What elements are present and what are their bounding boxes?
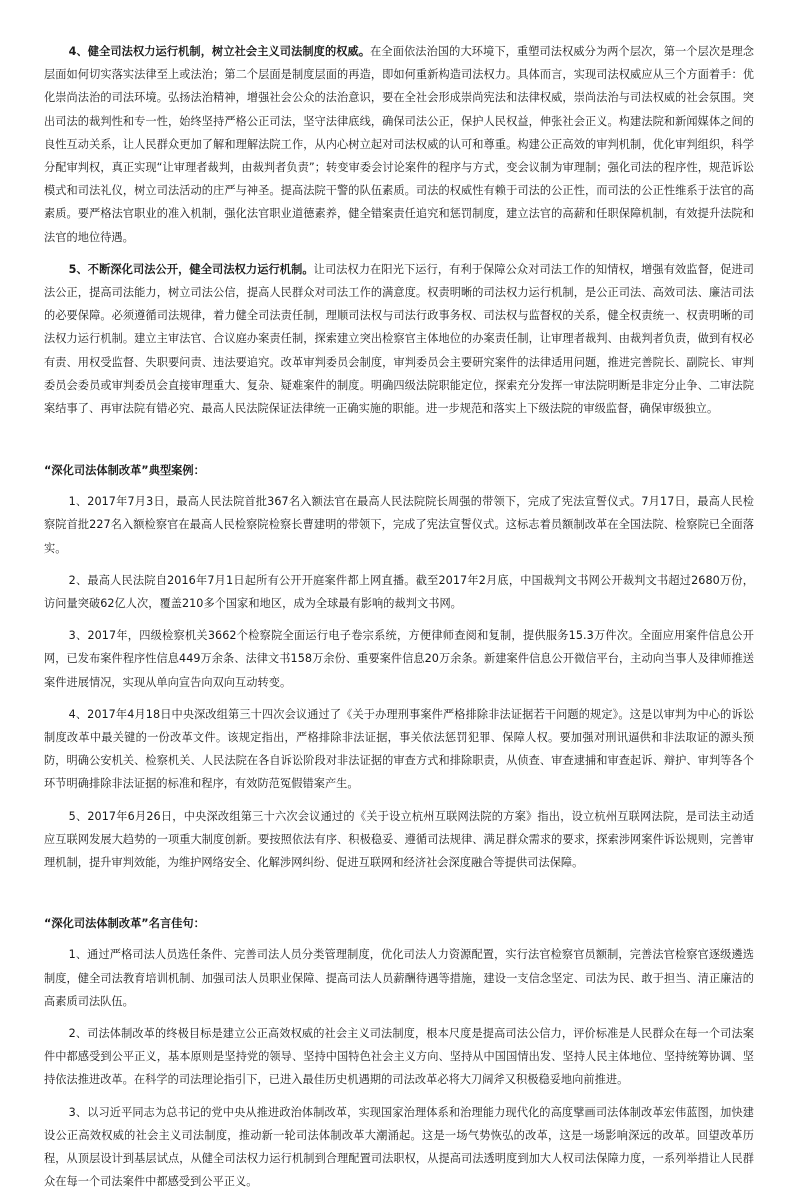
quote-item: 2、司法体制改革的终极目标是建立公正高效权威的社会主义司法制度，根本尺度是提高司法公信力，评价标准是人民群众在每一个司法案件中都感受到公平正义，基本原则是坚持党的领导、坚持中国特色社会主义方向、坚持从中国国情出发、坚持人民主体地位、坚持统筹协调、坚持依法推进改革。在科学的司法理论指引下，已进入最佳历史机遇期的司法改革必将大刀阔斧又积极稳妥地向前推进。 bbox=[44, 1026, 754, 1087]
paragraph-lead: 4、健全司法权力运行机制，树立社会主义司法制度的权威。 bbox=[68, 45, 371, 58]
cases-heading: “深化司法体制改革”典型案例： bbox=[44, 464, 205, 478]
quote-item: 1、通过严格司法人员选任条件、完善司法人员分类管理制度，优化司法人力资源配置，实行法官检察官员额制，完善法官检察官逐级遴选制度，健全司法教育培训机制、加强司法人员职业保障、提高司法人员薪酬待遇等措施，建设一支信念坚定、司法为民、敢于担当、清正廉洁的高素质司法队伍。 bbox=[44, 948, 754, 1008]
case-item: 5、2017年6月26日，中央深改组第三十六次会议通过的《关于设立杭州互联网法院的方案》指出，设立杭州互联网法院，是司法主动适应互联网发展大趋势的一项重大制度创新。要按照依法有序、积极稳妥、遵循司法规律、满足群众需求的要求，探索涉网案件诉讼规则，完善审理机制，提升审判效能，为维护网络安全、化解涉网纠纷、促进互联网和经济社会深度融合等提供司法保障。 bbox=[44, 809, 754, 870]
quote-item: 3、以习近平同志为总书记的党中央从推进政治体制改革，实现国家治理体系和治理能力现代化的高度擘画司法体制改革宏伟蓝图，加快建设公正高效权威的社会主义司法制度，推动新一轮司法体制改革大潮涌起。这是一场气势恢弘的改革，这是一场影响深远的改革。回望改革历程，从顶层设计到基层试点，从健全司法权力运行机制到合理配置司法职权，从提高司法透明度到加大人权司法保障力度，一系列举措让人民群众在每一个司法案件中都感受到公平正义。 bbox=[44, 1105, 754, 1189]
reform-paragraph-5 bbox=[44, 258, 754, 420]
quotes-heading: “深化司法体制改革”名言佳句： bbox=[44, 917, 205, 931]
case-item: 4、2017年4月18日中央深改组第三十四次会议通过了《关于办理刑事案件严格排除非法证据若干问题的规定》。这是以审判为中心的诉讼制度改革中最关键的一份改革文件。该规定指出，严格排除非法证据，事关依法惩罚犯罪、保障人权。要加强对刑讯逼供和非法取证的源头预防，明确公安机关、检察机关、人民法院在各自诉讼阶段对非法证据的审查方式和排除职责，从侦查、审查逮捕和审查起诉、辩护、审判等各个环节明确排除非法证据的标准和程序，有效防范冤假错案产生。 bbox=[44, 707, 754, 791]
case-item: 3、2017年，四级检察机关3662个检察院全面运行电子卷宗系统，方便律师查阅和复制，提供服务15.3万件次。全面应用案件信息公开网，已发布案件程序性信息449万余条、法律文书158万余份、重要案件信息20万余条。新建案件信息公开微信平台，主动向当事人及律师推送案件进展情况，实现从单向宣告向双向互动转变。 bbox=[44, 629, 754, 689]
paragraph-body: 让司法权力在阳光下运行，有利于保障公众对司法工作的知情权，增强有效监督，促进司法公正，提高司法能力，树立司法公信，提高人民群众对司法工作的满意度。权责明晰的司法权力运行机制，是公正司法、高效司法、廉洁司法的必要保障。必须遵循司法规律，着力健全司法责任制，理顺司法权与司法行政事务权、司法权与监督权的关系，健全权责统一、权责明晰的司法权力运行机制。建立主审法官、合议庭办案责任制，探索建立突出检察官主体地位的办案责任制，让审理者裁判、由裁判者负责，做到有权必有责、用权受监督、失职要问责、违法要追究。改革审判委员会制度，审判委员会主要研究案件的法律适用问题，推进完善院长、副院长、审判委员会委员或审判委员会直接审理重大、复杂、疑难案件的制度。明确四级法院职能定位，探索充分发挥一审法院明断是非定分止争、二审法院案结事了、再审法院有错必究、最高人民法院保证法律统一正确实施的职能。进一步规范和落实上下级法院的审级监督，确保审级独立。 bbox=[44, 262, 754, 416]
case-item: 2、最高人民法院自2016年7月1日起所有公开开庭案件都上网直播。截至2017年2月底，中国裁判文书网公开裁判文书超过2680万份，访问量突破62亿人次，覆盖210多个国家和地区，成为全球最有影响的裁判文书网。 bbox=[44, 573, 754, 611]
paragraph-lead: 5、不断深化司法公开，健全司法权力运行机制。 bbox=[68, 262, 314, 276]
paragraph-body: 在全面依法治国的大环境下，重塑司法权威分为两个层次，第一个层次是理念层面如何切实落实法律至上或法治；第二个层面是制度层面的再造，即如何重新构造司法权力。具体而言，实现司法权威应从三个方面着手：优化崇尚法治的司法环境。弘扬法治精神，增强社会公众的法治意识，要在全社会形成崇尚宪法和法律权威，崇尚法治与司法权威的社会氛围。突出司法的裁判性和专一性，始终坚持严格公正司法，坚守法律底线，确保司法公正，保护人民权益，伸张社会正义。构建法院和新闻媒体之间的良性互动关系，让人民群众更加了解和理解法院工作，从内心树立起对司法权威的认可和尊重。构建公正高效的审判机制，优化审判组织，科学分配审判权，真正实现“让审理者裁判，由裁判者负责”；转变审委会讨论案件的程序与方式，变会议制为审理制；强化司法的程序性，规范诉讼模式和司法礼仪，树立司法活动的庄严与神圣。提高法院干警的队伍素质。司法的权威性有赖于司法的公正性，而司法的公正性维系于法官的高素质。要严格法官职业的准入机制，强化法官职业道德素养，健全错案责任追究和惩罚制度，建立法官的高薪和任职保障机制，有效提升法院和法官的地位待遇。 bbox=[44, 45, 755, 244]
reform-paragraph-4 bbox=[44, 40, 754, 249]
case-item: 1、2017年7月3日，最高人民法院首批367名入额法官在最高人民法院院长周强的带领下，完成了宪法宣誓仪式。7月17日，最高人民检察院首批227名入额检察官在最高人民检察院检察长曹建明的带领下，完成了宪法宣誓仪式。这标志着员额制改革在全国法院、检察院已全面落实。 bbox=[44, 495, 754, 555]
